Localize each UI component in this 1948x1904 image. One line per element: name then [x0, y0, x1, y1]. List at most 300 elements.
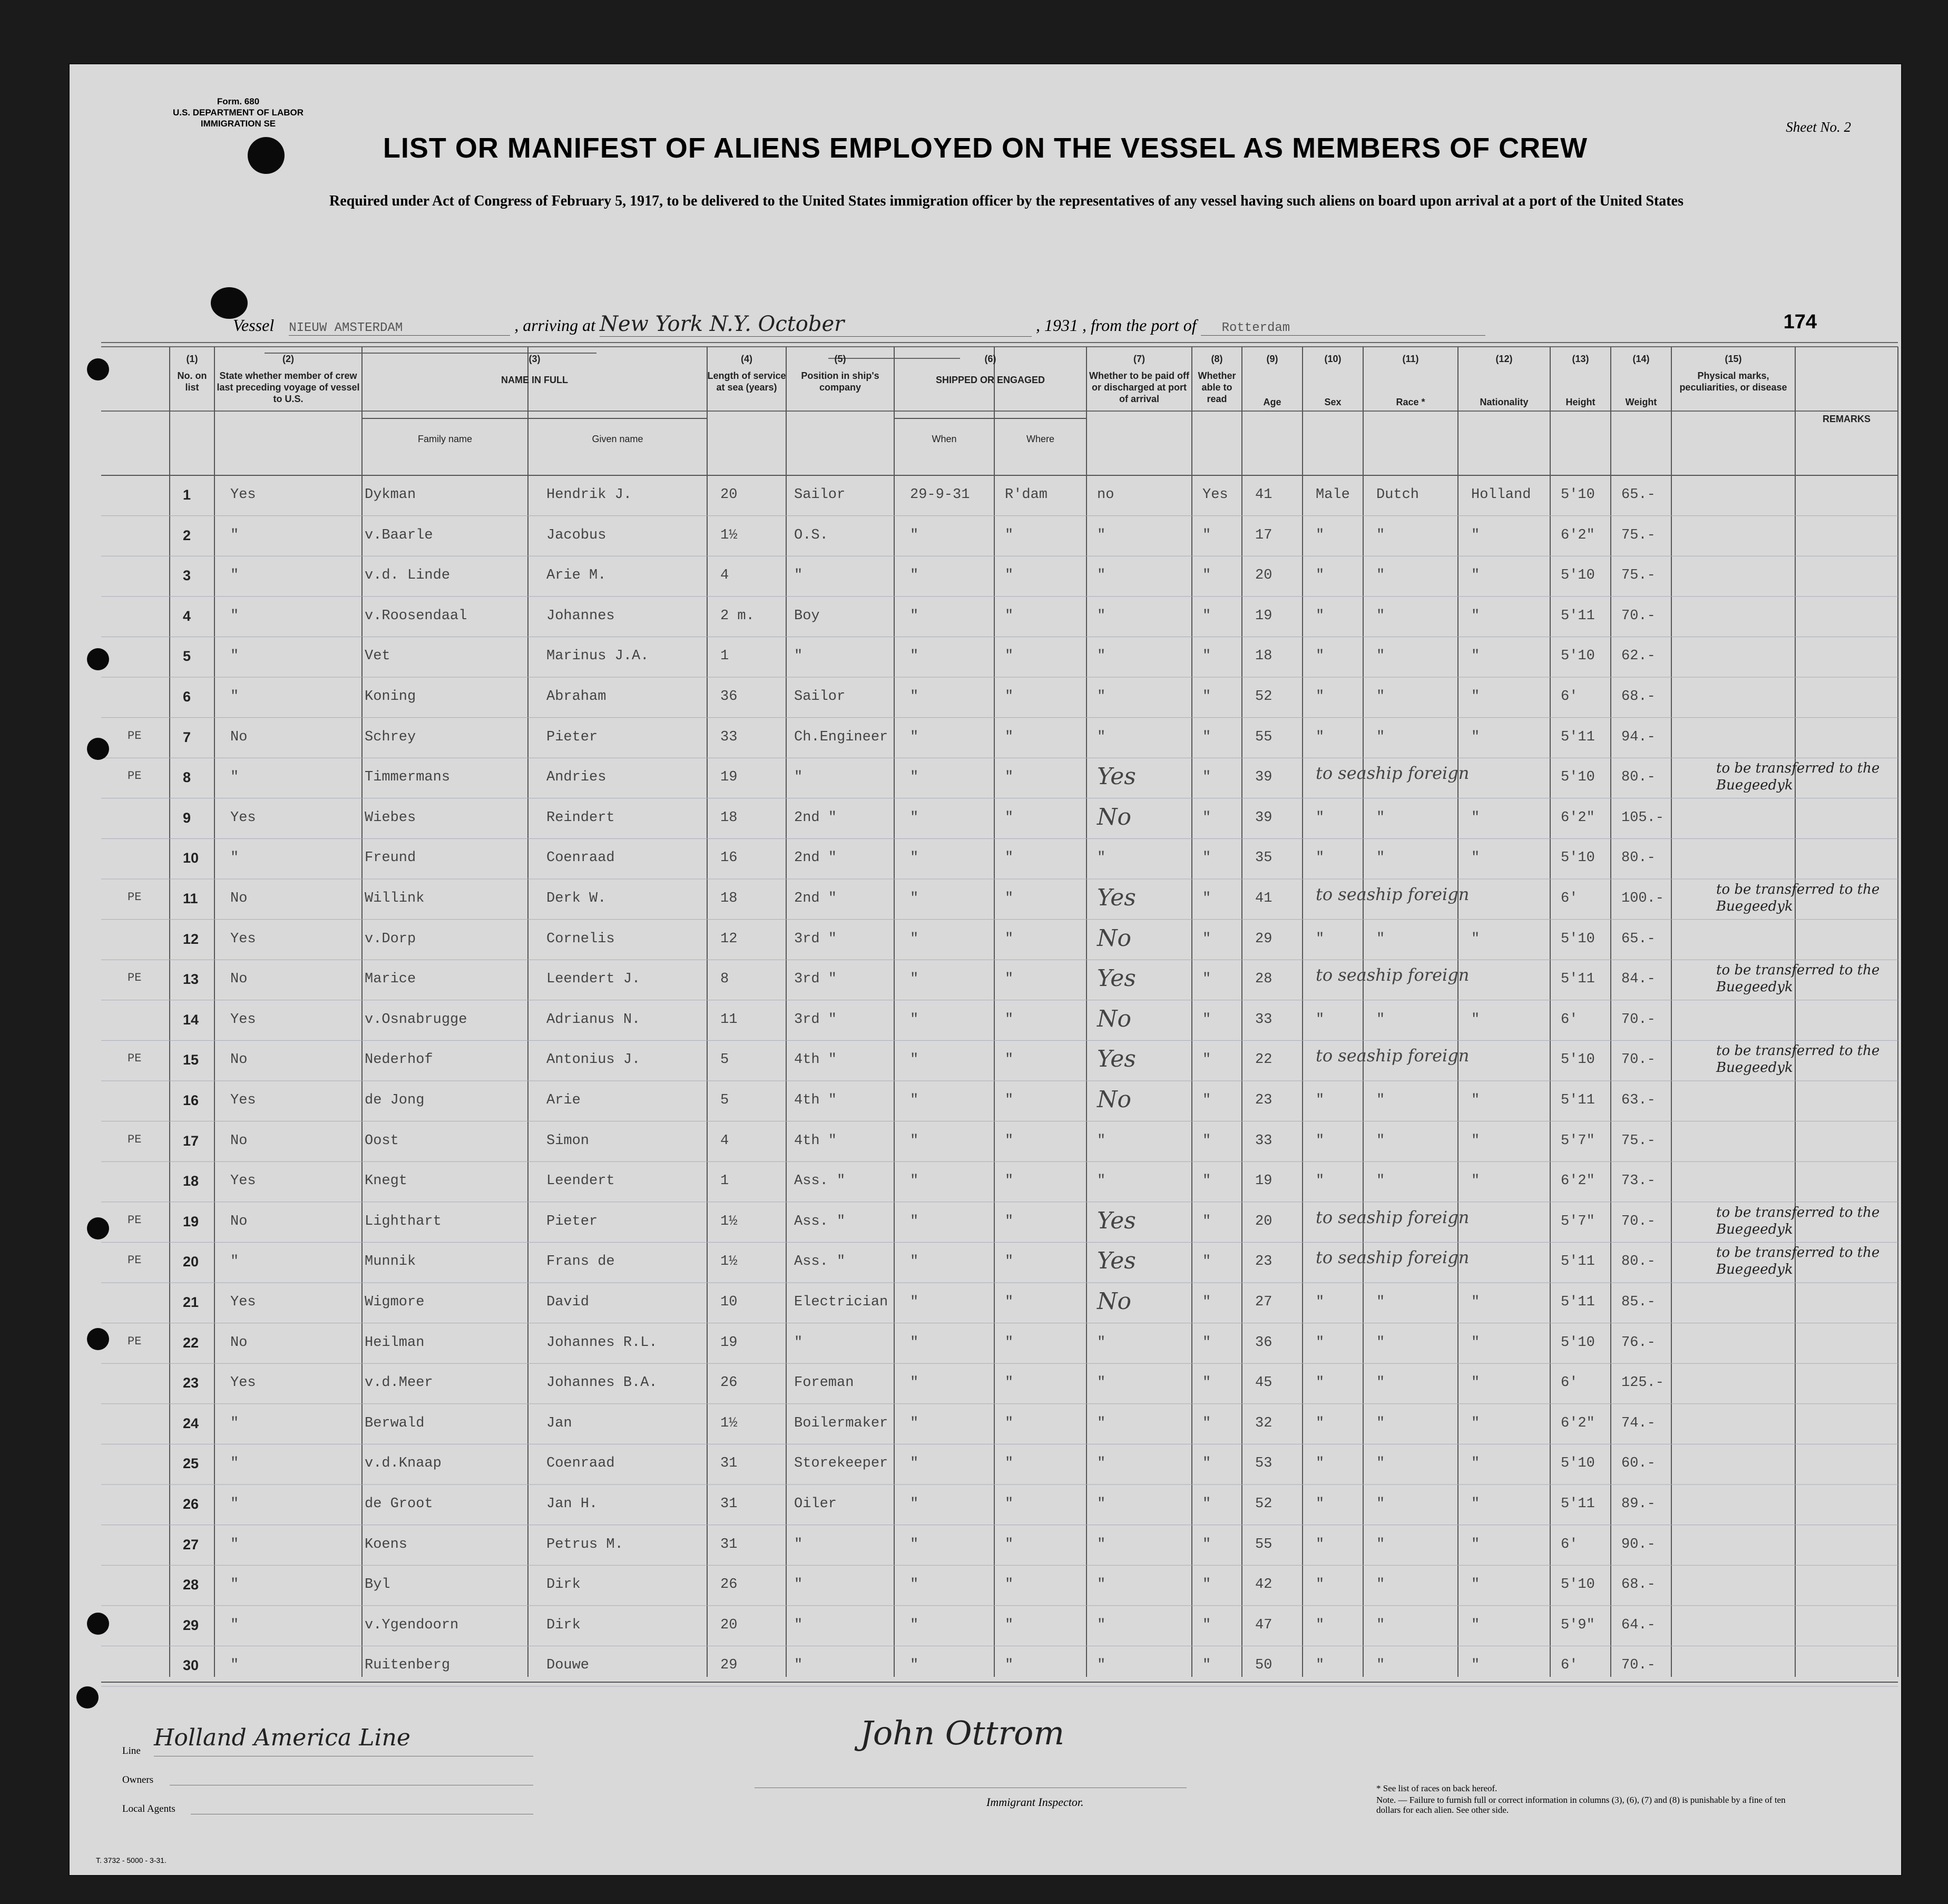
cell-paid: "	[1097, 1334, 1106, 1351]
vessel-label: Vessel	[233, 316, 275, 335]
cell-pe: PE	[128, 729, 142, 743]
cell-weight: 70.-	[1621, 1213, 1656, 1229]
cell-family: v.d.Knaap	[365, 1456, 442, 1472]
cell-prev: No	[230, 729, 248, 745]
cell-given: Antonius J.	[546, 1052, 641, 1068]
cell-when: "	[910, 1092, 919, 1108]
cell-given: David	[546, 1294, 590, 1310]
cell-family: de Groot	[365, 1496, 433, 1512]
cell-family: Freund	[365, 850, 416, 866]
cell-nat: "	[1471, 729, 1480, 745]
cell-sex: "	[1316, 1092, 1325, 1108]
cell-sex: "	[1316, 809, 1325, 826]
cell-where: R'dam	[1005, 487, 1048, 503]
cell-family: Munnik	[365, 1254, 416, 1270]
cell-weight: 125.-	[1621, 1375, 1665, 1391]
cell-no: 24	[183, 1415, 199, 1431]
cell-age: 32	[1255, 1415, 1272, 1431]
cell-paid: "	[1097, 1173, 1106, 1189]
cell-no: 16	[183, 1092, 199, 1108]
cell-given: Dirk	[546, 1577, 581, 1593]
cell-family: v.Ygendoorn	[365, 1617, 459, 1633]
cell-nat: "	[1471, 1536, 1480, 1553]
line-value: Holland America Line	[154, 1724, 410, 1751]
column-label: SHIPPED OR ENGAGED	[935, 375, 1045, 385]
cell-height: 5'11	[1561, 1092, 1595, 1108]
cell-no: 29	[183, 1617, 199, 1633]
cell-no: 25	[183, 1456, 199, 1472]
cell-height: 5'10	[1561, 487, 1595, 503]
cell-pe: PE	[128, 971, 142, 985]
cell-height: 5'11	[1561, 608, 1595, 624]
cell-pe: PE	[128, 769, 142, 783]
cell-family: v.d.Meer	[365, 1375, 433, 1391]
cell-position: "	[794, 1617, 803, 1633]
column-header-c13	[1550, 353, 1611, 408]
cell-nat: "	[1471, 1334, 1480, 1351]
cell-service: 19	[720, 1334, 738, 1351]
cell-when: "	[910, 689, 919, 705]
cell-position: Storekeeper	[794, 1456, 888, 1472]
cell-prev: "	[230, 648, 239, 665]
cell-given: Pieter	[546, 1213, 598, 1229]
cell-age: 33	[1255, 1132, 1272, 1149]
cell-paid: "	[1097, 1375, 1106, 1391]
cell-sex: "	[1316, 1415, 1325, 1431]
cell-weight: 90.-	[1621, 1536, 1656, 1553]
cell-position: Electrician	[794, 1294, 888, 1310]
cell-no: 4	[183, 608, 191, 624]
cell-sex: "	[1316, 1294, 1325, 1310]
cell-when: "	[910, 608, 919, 624]
cell-service: 26	[720, 1577, 738, 1593]
cell-no: 22	[183, 1334, 199, 1351]
cell-no: 14	[183, 1011, 199, 1028]
cell-sex: Male	[1316, 487, 1350, 503]
cell-age: 52	[1255, 689, 1272, 705]
cell-where: "	[1005, 1254, 1014, 1270]
cell-weight: 75.-	[1621, 568, 1656, 584]
line-label: Line	[122, 1745, 141, 1756]
cell-where: "	[1005, 1052, 1014, 1068]
cell-when: 29-9-31	[910, 487, 970, 503]
name-in-full-header	[362, 353, 707, 386]
cell-given: Adrianus N.	[546, 1011, 641, 1028]
cell-position: "	[794, 769, 803, 786]
subcolumn-header-where: Where	[1026, 434, 1054, 444]
cell-given: Hendrik J.	[546, 487, 632, 503]
cell-when: "	[910, 1052, 919, 1068]
cell-where: "	[1005, 1577, 1014, 1593]
column-label: Sex	[1324, 397, 1342, 407]
cell-weight: 84.-	[1621, 971, 1656, 988]
owners-label: Owners	[122, 1774, 154, 1785]
cell-paid: No	[1097, 1086, 1131, 1113]
column-label: Whether able to read	[1198, 370, 1236, 404]
cell-prev: No	[230, 1213, 248, 1229]
cell-prev: Yes	[230, 1011, 256, 1028]
cell-paid: "	[1097, 1536, 1106, 1553]
cell-where: "	[1005, 568, 1014, 584]
cell-read: "	[1202, 729, 1211, 745]
cell-when: "	[910, 769, 919, 786]
cell-prev: No	[230, 971, 248, 988]
column-number: (8)	[1211, 354, 1223, 364]
cell-height: 5'10	[1561, 1577, 1595, 1593]
cell-paid: "	[1097, 689, 1106, 705]
cell-height: 5'10	[1561, 568, 1595, 584]
cell-paid: "	[1097, 527, 1106, 543]
cell-race: "	[1376, 1617, 1385, 1633]
cell-family: Willink	[365, 891, 425, 906]
cell-nat: "	[1471, 608, 1480, 624]
cell-sex: "	[1316, 1657, 1325, 1674]
cell-no: 11	[183, 891, 198, 906]
cell-where: "	[1005, 1334, 1014, 1351]
cell-where: "	[1005, 527, 1014, 543]
cell-no: 6	[183, 689, 191, 705]
inspector-signature: John Ottrom	[860, 1714, 1065, 1752]
cell-position: Sailor	[794, 487, 846, 503]
cell-service: 1½	[720, 1254, 738, 1270]
cell-nat: "	[1471, 648, 1480, 665]
column-number: (15)	[1725, 354, 1742, 364]
cell-read: "	[1202, 1011, 1211, 1028]
cell-no: 20	[183, 1254, 199, 1270]
cell-service: 2 m.	[720, 608, 755, 624]
column-number: (3)	[528, 354, 541, 364]
cell-prev: Yes	[230, 1294, 256, 1310]
cell-family: de Jong	[365, 1092, 425, 1108]
cell-race: "	[1376, 1334, 1385, 1351]
cell-where: "	[1005, 729, 1014, 745]
cell-sex: "	[1316, 729, 1325, 745]
cell-paid: No	[1097, 924, 1131, 952]
cell-paid: Yes	[1097, 1207, 1136, 1234]
cell-height: 5'11	[1561, 1254, 1595, 1270]
cell-nat: Holland	[1471, 487, 1531, 503]
cell-no: 5	[183, 648, 191, 665]
cell-height: 5'10	[1561, 1456, 1595, 1472]
cell-age: 53	[1255, 1456, 1272, 1472]
cell-age: 35	[1255, 850, 1272, 866]
cell-age: 23	[1255, 1092, 1272, 1108]
cell-service: 1½	[720, 1415, 738, 1431]
cell-weight: 70.-	[1621, 1052, 1656, 1068]
cell-where: "	[1005, 1011, 1014, 1028]
cell-race: "	[1376, 608, 1385, 624]
cell-prev: Yes	[230, 931, 256, 947]
binding-hole	[87, 648, 109, 670]
cell-race: "	[1376, 729, 1385, 745]
cell-prev: "	[230, 1254, 239, 1270]
cell-position: "	[794, 1536, 803, 1553]
cell-weight: 94.-	[1621, 729, 1656, 745]
cell-race: "	[1376, 1657, 1385, 1674]
column-label: Nationality	[1480, 397, 1529, 407]
cell-position: "	[794, 568, 803, 584]
cell-age: 19	[1255, 608, 1272, 624]
binding-hole	[211, 287, 248, 319]
arriving-label: , arriving at	[514, 316, 595, 335]
cell-race: "	[1376, 1375, 1385, 1391]
cell-age: 41	[1255, 891, 1272, 906]
cell-position: 2nd "	[794, 891, 837, 906]
cell-paid: "	[1097, 1657, 1106, 1674]
cell-service: 29	[720, 1657, 738, 1674]
vessel-name: NIEUW AMSTERDAM	[289, 321, 403, 335]
binding-hole	[87, 1328, 109, 1350]
cell-read: "	[1202, 809, 1211, 826]
subcolumn-header-family: Family name	[417, 434, 473, 444]
cell-when: "	[910, 1577, 919, 1593]
cell-nat: "	[1471, 1294, 1480, 1310]
cell-when: "	[910, 1011, 919, 1028]
cell-read: "	[1202, 891, 1211, 906]
cell-race: "	[1376, 1415, 1385, 1431]
column-label: State whether member of crew last preceding voyage of vessel to U.S.	[217, 370, 360, 404]
cell-nat: "	[1471, 1173, 1480, 1189]
cell-given: Dirk	[546, 1617, 581, 1633]
cell-age: 28	[1255, 971, 1272, 988]
remark-r19: to be transferred to the Buegeedyk	[1716, 1204, 1880, 1237]
cell-service: 16	[720, 850, 738, 866]
cell-age: 19	[1255, 1173, 1272, 1189]
cell-age: 20	[1255, 568, 1272, 584]
cell-family: Heilman	[365, 1334, 425, 1351]
cell-sex: "	[1316, 1577, 1325, 1593]
cell-no: 17	[183, 1132, 199, 1149]
cell-given: Andries	[546, 769, 606, 786]
cell-weight: 70.-	[1621, 1011, 1656, 1028]
cell-where: "	[1005, 1456, 1014, 1472]
cell-race: "	[1376, 1132, 1385, 1149]
cell-weight: 80.-	[1621, 850, 1656, 866]
cell-height: 6'	[1561, 1536, 1578, 1553]
cell-when: "	[910, 1254, 919, 1270]
cell-read: "	[1202, 1536, 1211, 1553]
cell-nat: "	[1471, 1092, 1480, 1108]
cell-service: 11	[720, 1011, 738, 1028]
cell-height: 5'7"	[1561, 1132, 1595, 1149]
column-label: Position in ship's company	[801, 370, 879, 393]
form-code: T. 3732 - 5000 - 3-31.	[96, 1856, 167, 1864]
cell-position: "	[794, 1577, 803, 1593]
cell-given: Reindert	[546, 809, 615, 826]
cell-read: "	[1202, 1456, 1211, 1472]
cell-read: "	[1202, 1657, 1211, 1674]
cell-read: "	[1202, 1254, 1211, 1270]
cell-no: 10	[183, 850, 199, 866]
cell-read: "	[1202, 1375, 1211, 1391]
cell-service: 10	[720, 1294, 738, 1310]
binding-hole	[76, 1686, 99, 1708]
cell-when: "	[910, 527, 919, 543]
cell-when: "	[910, 850, 919, 866]
cell-age: 36	[1255, 1334, 1272, 1351]
department: U.S. DEPARTMENT OF LABOR	[172, 108, 304, 118]
cell-position: 3rd "	[794, 1011, 837, 1028]
column-header-c12	[1458, 353, 1550, 408]
cell-nat: "	[1471, 527, 1480, 543]
cell-service: 20	[720, 1617, 738, 1633]
cell-age: 42	[1255, 1577, 1272, 1593]
cell-prev: "	[230, 527, 239, 543]
cell-sex: to seaship foreign	[1316, 763, 1470, 784]
column-label: Physical marks, peculiarities, or disease	[1679, 370, 1787, 393]
cell-paid: "	[1097, 1617, 1106, 1633]
column-number: (11)	[1402, 354, 1419, 364]
cell-when: "	[910, 809, 919, 826]
cell-given: Simon	[546, 1132, 590, 1149]
cell-read: "	[1202, 769, 1211, 786]
cell-family: v.Baarle	[365, 527, 433, 543]
cell-position: Ch.Engineer	[794, 729, 888, 745]
cell-read: "	[1202, 1617, 1211, 1633]
cell-race: Dutch	[1376, 487, 1420, 503]
cell-position: Sailor	[794, 689, 846, 705]
column-number: (9)	[1266, 354, 1278, 364]
cell-no: 26	[183, 1496, 199, 1512]
cell-nat: "	[1471, 689, 1480, 705]
cell-read: "	[1202, 931, 1211, 947]
shipped-header	[894, 353, 1086, 386]
cell-sex: "	[1316, 850, 1325, 866]
cell-sex: "	[1316, 1375, 1325, 1391]
cell-nat: "	[1471, 1415, 1480, 1431]
binding-hole	[87, 738, 109, 760]
cell-race: "	[1376, 1496, 1385, 1512]
cell-when: "	[910, 1496, 919, 1512]
cell-nat: "	[1471, 1132, 1480, 1149]
cell-prev: No	[230, 1052, 248, 1068]
cell-service: 18	[720, 809, 738, 826]
column-label: REMARKS	[1822, 414, 1871, 424]
cell-where: "	[1005, 689, 1014, 705]
cell-given: Leendert J.	[546, 971, 641, 988]
cell-prev: "	[230, 1617, 239, 1633]
cell-given: Johannes	[546, 608, 615, 624]
cell-race: "	[1376, 648, 1385, 665]
cell-read: "	[1202, 1334, 1211, 1351]
cell-paid: "	[1097, 568, 1106, 584]
cell-position: 2nd "	[794, 809, 837, 826]
column-label: Length of service at sea (years)	[707, 370, 786, 393]
local-agents-label: Local Agents	[122, 1803, 175, 1814]
cell-where: "	[1005, 1415, 1014, 1431]
cell-family: Koning	[365, 689, 416, 705]
cell-where: "	[1005, 1092, 1014, 1108]
cell-when: "	[910, 1334, 919, 1351]
cell-sex: "	[1316, 689, 1325, 705]
cell-service: 33	[720, 729, 738, 745]
cell-height: 5'10	[1561, 1052, 1595, 1068]
cell-weight: 89.-	[1621, 1496, 1656, 1512]
cell-weight: 60.-	[1621, 1456, 1656, 1472]
cell-service: 4	[720, 568, 729, 584]
cell-height: 5'11	[1561, 1294, 1595, 1310]
cell-when: "	[910, 931, 919, 947]
cell-when: "	[910, 1456, 919, 1472]
page-number: 174	[1783, 311, 1817, 333]
cell-race: "	[1376, 1092, 1385, 1108]
cell-paid: "	[1097, 1496, 1106, 1512]
cell-prev: "	[230, 769, 239, 786]
binding-hole	[87, 1613, 109, 1635]
column-number: (6)	[984, 354, 996, 364]
cell-family: Vet	[365, 648, 390, 665]
cell-sex: "	[1316, 1173, 1325, 1189]
cell-when: "	[910, 1173, 919, 1189]
cell-paid: "	[1097, 608, 1106, 624]
cell-weight: 75.-	[1621, 527, 1656, 543]
column-number: (1)	[186, 354, 198, 364]
cell-where: "	[1005, 1617, 1014, 1633]
inspector-label: Immigrant Inspector.	[986, 1795, 1084, 1809]
cell-pe: PE	[128, 1254, 142, 1267]
remark-r15: to be transferred to the Buegeedyk	[1716, 1043, 1880, 1076]
column-header-c2	[214, 353, 362, 405]
table-grid	[70, 64, 1901, 1875]
cell-nat: "	[1471, 931, 1480, 947]
cell-race: "	[1376, 1011, 1385, 1028]
cell-height: 6'	[1561, 1011, 1578, 1028]
cell-height: 5'10	[1561, 850, 1595, 866]
cell-given: Derk W.	[546, 891, 606, 906]
cell-when: "	[910, 1213, 919, 1229]
cell-no: 21	[183, 1294, 199, 1310]
cell-read: "	[1202, 971, 1211, 988]
cell-age: 39	[1255, 769, 1272, 786]
cell-age: 22	[1255, 1052, 1272, 1068]
cell-nat: "	[1471, 1456, 1480, 1472]
cell-weight: 80.-	[1621, 1254, 1656, 1270]
cell-where: "	[1005, 1173, 1014, 1189]
cell-weight: 76.-	[1621, 1334, 1656, 1351]
cell-paid: No	[1097, 803, 1131, 831]
cell-no: 3	[183, 568, 191, 584]
cell-given: Johannes R.L.	[546, 1334, 658, 1351]
cell-family: v.Roosendaal	[365, 608, 467, 624]
cell-age: 18	[1255, 648, 1272, 665]
column-header-c4	[707, 353, 786, 393]
cell-position: Ass. "	[794, 1213, 846, 1229]
cell-no: 9	[183, 809, 191, 826]
cell-service: 31	[720, 1536, 738, 1553]
cell-age: 17	[1255, 527, 1272, 543]
cell-given: Petrus M.	[546, 1536, 623, 1553]
cell-height: 5'10	[1561, 648, 1595, 665]
cell-family: Timmermans	[365, 769, 451, 786]
column-header-c14	[1611, 353, 1671, 408]
cell-when: "	[910, 891, 919, 906]
column-header-c10	[1303, 353, 1363, 408]
cell-family: Marice	[365, 971, 416, 988]
cell-when: "	[910, 1657, 919, 1674]
cell-position: 2nd "	[794, 850, 837, 866]
cell-read: "	[1202, 1052, 1211, 1068]
cell-given: Pieter	[546, 729, 598, 745]
cell-nat: "	[1471, 1657, 1480, 1674]
cell-paid: "	[1097, 729, 1106, 745]
cell-nat: "	[1471, 809, 1480, 826]
cell-where: "	[1005, 769, 1014, 786]
cell-no: 28	[183, 1577, 199, 1593]
cell-race: "	[1376, 931, 1385, 947]
column-number: (4)	[741, 354, 752, 364]
cell-service: 1½	[720, 527, 738, 543]
cell-family: Koens	[365, 1536, 408, 1553]
